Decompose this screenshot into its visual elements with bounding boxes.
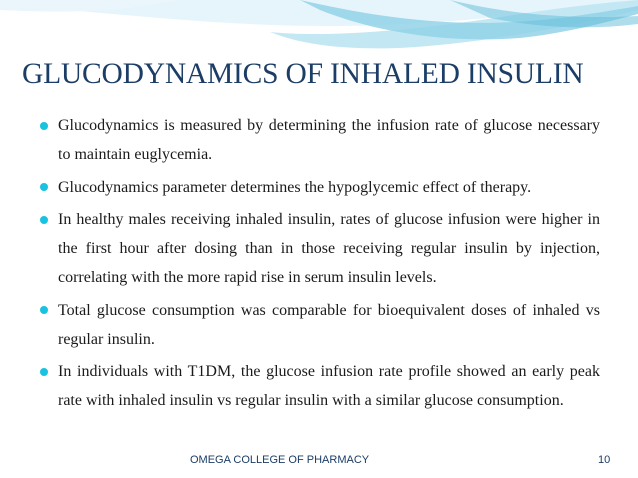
bullet-icon — [40, 368, 48, 376]
bullet-item — [40, 111, 600, 169]
bullet-text: In healthy males receiving inhaled insulin, rates of glucose infusion were higher in the first hour after dosing than in those receiving regular insulin by injection, correlating with the more rapid rise in serum insulin levels. — [58, 211, 600, 286]
header-wave-decoration — [0, 0, 638, 60]
bullet-icon — [40, 183, 48, 191]
bullet-icon — [40, 306, 48, 314]
bullet-item — [40, 173, 600, 202]
footer-text: OMEGA COLLEGE OF PHARMACY — [190, 454, 370, 466]
bullet-text: Glucodynamics is measured by determining the infusion rate of glucose necessary to maintain euglycemia. — [58, 117, 600, 163]
bullet-icon — [40, 122, 48, 130]
bullet-list — [40, 111, 600, 415]
bullet-text: Glucodynamics parameter determines the hypoglycemic effect of therapy. — [58, 178, 532, 196]
bullet-text: In individuals with T1DM, the glucose infusion rate profile showed an early peak rate with inhaled insulin vs regular insulin with a similar glucose consumption. — [58, 363, 600, 409]
slide-title: GLUCODYNAMICS OF INHALED INSULIN — [22, 58, 584, 90]
page-number: 10 — [598, 454, 611, 466]
bullet-text: Total glucose consumption was comparable for bioequivalent doses of inhaled vs regular insulin. — [58, 301, 600, 348]
bullet-icon — [40, 216, 48, 224]
bullet-item — [40, 357, 600, 415]
bullet-item — [40, 296, 600, 354]
bullet-item — [40, 205, 600, 292]
